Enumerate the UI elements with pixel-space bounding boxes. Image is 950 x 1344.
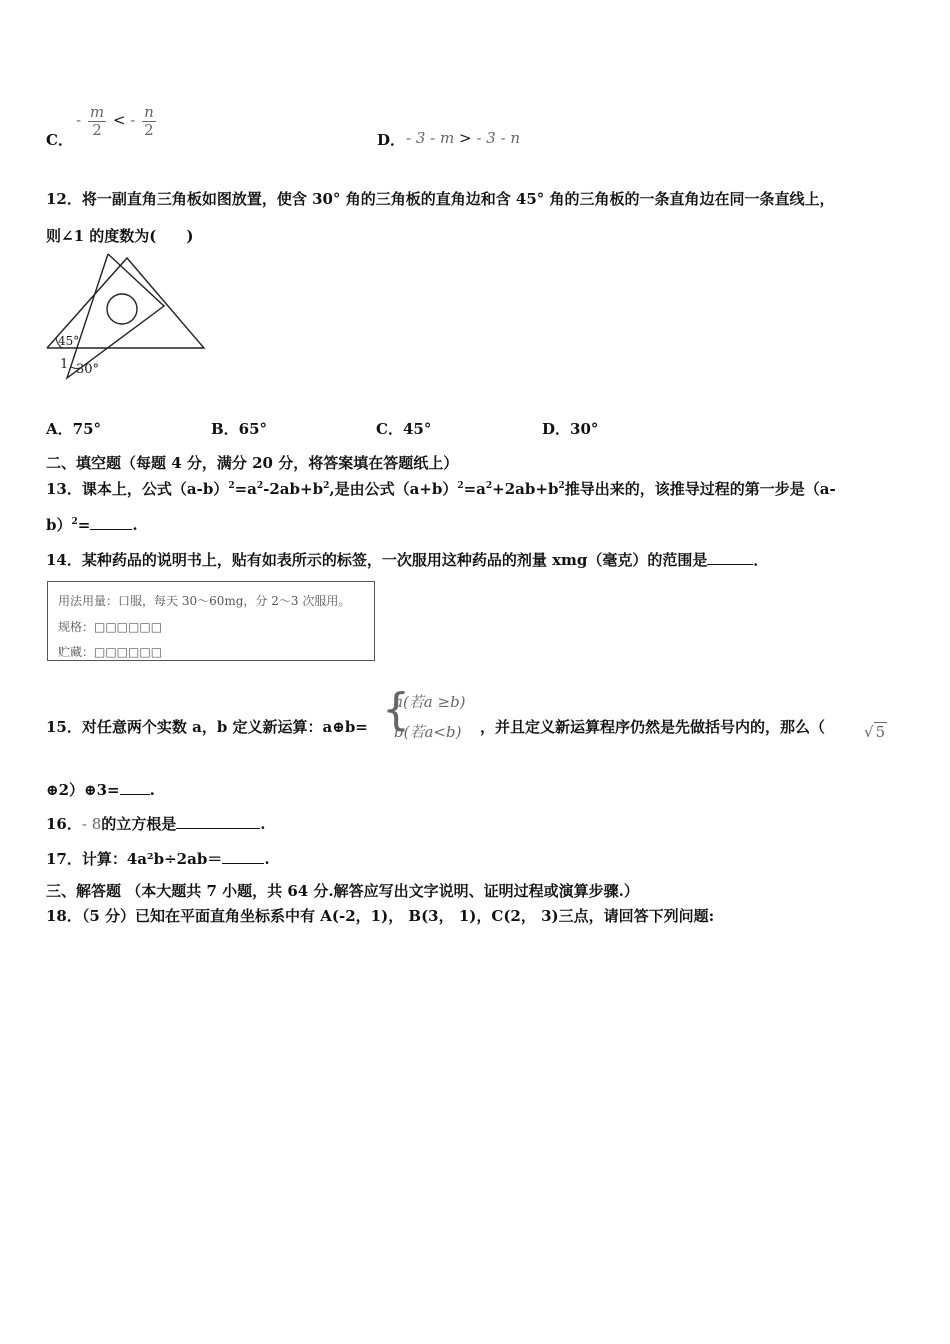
text-part: . [264, 850, 270, 868]
q12-text-line1: 12．将一副直角三角板如图放置，使含 30° 角的三角板的直角边和含 45° 角的三角板的一条直角边在同一条直线上， [46, 190, 835, 208]
text-part: 17．计算：4a²b÷2ab＝ [46, 850, 223, 868]
q16-text [46, 813, 266, 834]
label-angle-1: 1 [60, 357, 69, 372]
q12-option-b: B．65° [211, 420, 268, 438]
triangle-figure [40, 250, 215, 385]
q18-text: 18．（5 分）已知在平面直角坐标系中有 A(-2，1)， B(3， 1)，C(2， 3)三点，请回答下列问题: [46, 907, 715, 925]
numerator: m [89, 103, 105, 121]
option-d-label: D． [377, 131, 406, 149]
superscript-2: 2 [558, 481, 565, 491]
greater-than-sign: > [459, 129, 472, 147]
q12-option-a: A．75° [46, 420, 102, 438]
text-part: . [132, 516, 138, 534]
denominator: 2 [88, 121, 106, 139]
answer-blank[interactable] [120, 780, 150, 795]
fraction-m-over-2 [88, 104, 106, 138]
less-than-sign: < [112, 111, 126, 129]
radicand: 5 [875, 723, 886, 741]
text-part: 16． [46, 815, 82, 833]
denominator: 2 [142, 121, 156, 139]
superscript-2: 2 [228, 481, 235, 491]
text-part: 13．课本上，公式（a-b） [46, 480, 229, 498]
label-spec-row: 规格：□□□□□□ [58, 620, 163, 634]
minus-sign: - [130, 111, 136, 129]
medicine-label-box [47, 581, 375, 661]
text-part: ,是由公式（a+b） [329, 480, 458, 498]
q17-text [46, 848, 270, 869]
option-c-label: C． [46, 131, 73, 149]
text-part: 推导出来的，该推导过程的第一步是（a- [564, 480, 836, 498]
q15-text-line2 [46, 779, 155, 800]
answer-blank[interactable] [707, 550, 753, 565]
text-part: = [77, 516, 91, 534]
text-part: ⊕2）⊕3= [46, 781, 120, 799]
minus-sign: - [76, 111, 82, 129]
answer-blank[interactable] [90, 515, 132, 530]
q12-option-d: D．30° [542, 420, 599, 438]
value-negative-8: - 8 [81, 815, 102, 833]
option-d-expression [406, 129, 520, 147]
triangle-30 [67, 254, 164, 378]
q13-text-line1 [46, 478, 836, 499]
text-part: . [260, 815, 266, 833]
q15-text-b: ，并且定义新运算程序仍然是先做括号内的，那么（ [480, 718, 826, 736]
fraction-n-over-2 [142, 104, 156, 138]
numerator: n [144, 103, 154, 121]
text-part: -2ab+b [263, 480, 324, 498]
sqrt-symbol: √ 5 [864, 723, 886, 741]
superscript-2: 2 [485, 481, 493, 491]
text-part: b） [46, 516, 72, 534]
left-brace: { [382, 684, 410, 735]
expression-right: - 3 - n [476, 129, 521, 147]
label-30-degree: 30° [76, 362, 100, 377]
text-part: 的立方根是 [101, 815, 177, 833]
section-3-heading: 三、解答题 （本大题共 7 小题，共 64 分.解答应写出文字说明、证明过程或演算步骤.） [46, 882, 639, 900]
text-part: . [149, 781, 155, 799]
option-c-expression [76, 104, 158, 138]
sqrt-5 [864, 723, 887, 741]
text-part: 14．某种药品的说明书上，贴有如表所示的标签，一次服用这种药品的剂量 xmg（毫克）的范围是 [46, 551, 708, 569]
label-45-degree: 45° [58, 334, 80, 348]
section-2-heading: 二、填空题（每题 4 分，满分 20 分，将答案填在答题纸上） [46, 454, 459, 472]
text-part: ． [753, 551, 769, 569]
label-storage-row: 贮藏：□□□□□□ [58, 645, 163, 659]
text-part: +2ab+b [492, 480, 559, 498]
superscript-2: 2 [71, 517, 78, 527]
superscript-2: 2 [256, 481, 264, 491]
piece-case-2: b(若a<b) [394, 723, 462, 741]
expression-left: - 3 - m [406, 129, 455, 147]
q14-text [46, 549, 768, 570]
q12-option-c: C．45° [376, 420, 432, 438]
text-part: =a [463, 480, 486, 498]
answer-blank[interactable] [222, 849, 264, 864]
circle-hole [107, 294, 137, 324]
q12-text-line2: 则∠1 的度数为( ) [46, 227, 194, 245]
answer-blank[interactable] [176, 814, 260, 829]
q13-text-line2 [46, 514, 138, 535]
piece-case-1: a(若a ≥b) [394, 693, 466, 711]
text-part: =a [234, 480, 257, 498]
label-usage-row: 用法用量：口服，每天 30～60mg，分 2～3 次服用。 [58, 594, 351, 608]
q15-text-a: 15．对任意两个实数 a，b 定义新运算：a⊕b= [46, 718, 368, 736]
superscript-2: 2 [457, 481, 464, 491]
superscript-2: 2 [323, 481, 330, 491]
